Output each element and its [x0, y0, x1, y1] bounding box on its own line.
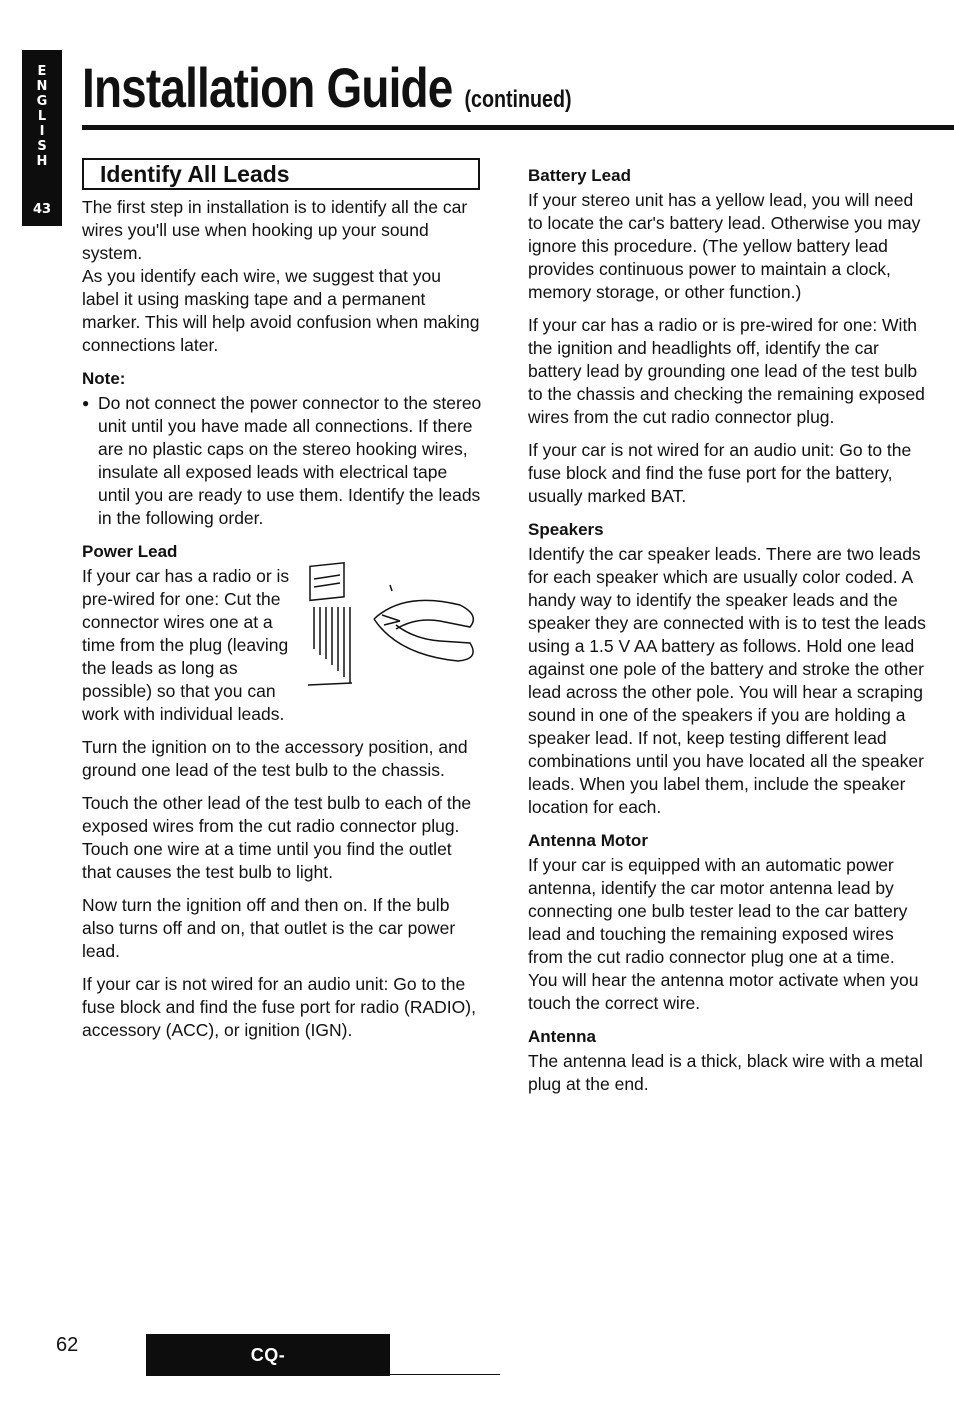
- section-title-box: [82, 158, 480, 190]
- body-paragraph: If your car is equipped with an automatic power antenna, identify the car motor antenna lead by connecting one bulb tester lead to the car battery lead and touching the remaining exposed wires from the cut radio connector plug one at a time. You will hear the antenna motor activate when you touch the correct wire.: [528, 855, 919, 1013]
- page-title-text: Installation Guide: [82, 56, 453, 119]
- language-letter: L: [37, 109, 47, 124]
- antenna-motor-heading: Antenna Motor: [528, 831, 648, 850]
- power-lead-text: If your car has a radio or is pre-wired for one: Cut the connector wires one at a time from the plug (leaving the leads as long as possible) so that you can work with individual leads.: [82, 566, 290, 724]
- language-letter: G: [36, 94, 48, 109]
- section-title-underline: [84, 188, 384, 190]
- language-letter: S: [37, 139, 47, 154]
- language-side-tab: [22, 50, 62, 226]
- body-paragraph: If your car is not wired for an audio unit: Go to the fuse block and find the fuse port for radio (RADIO), accessory (ACC), or ignition (IGN).: [82, 974, 476, 1040]
- body-paragraph: If your car has a radio or is pre-wired for one: With the ignition and headlights off, identify the car battery lead by grounding one lead of the test bulb to the chassis and checking the remaining exposed wires from the cut radio connector plug.: [528, 315, 925, 427]
- connector-cutter-illustration: [304, 559, 484, 699]
- right-column: [528, 158, 928, 1106]
- battery-lead-heading: Battery Lead: [528, 166, 631, 185]
- body-paragraph: Now turn the ignition off and then on. If the bulb also turns off and on, that outlet is the car power lead.: [82, 895, 456, 961]
- language-letter: E: [37, 64, 47, 79]
- page-title-continued: (continued): [464, 86, 572, 113]
- language-letter: I: [39, 124, 45, 139]
- body-paragraph: If your car is not wired for an audio unit: Go to the fuse block and find the fuse port for the battery, usually marked BAT.: [528, 440, 912, 506]
- language-label: [22, 50, 62, 169]
- speakers-heading: Speakers: [528, 520, 604, 539]
- section-title: Identify All Leads: [100, 161, 290, 187]
- left-column: [82, 196, 482, 1052]
- antenna-heading: Antenna: [528, 1027, 596, 1046]
- section-page-number: 43: [32, 202, 52, 217]
- body-paragraph: Identify the car speaker leads. There are two leads for each speaker which are usually color coded. A handy way to identify the speaker leads and the speaker they are connected with is to test the leads using a 1.5 V AA battery as follows. Hold one lead against one pole of the battery and stroke the other lead across the other pole. You will hear a scraping sound in one of the speakers if you are holding a speaker lead. If not, keep testing different lead combinations until you have located all the speaker leads. When you label them, include the speaker location for each.: [528, 544, 926, 817]
- model-number-badge: CQ-C8400/8300/8200/8100U: [146, 1334, 390, 1376]
- page-number: 62: [56, 1334, 79, 1356]
- intro-paragraph: The first step in installation is to identify all the car wires you'll use when hooking up your sound system.: [82, 197, 468, 263]
- note-heading: Note:: [82, 369, 126, 388]
- body-paragraph: Touch the other lead of the test bulb to each of the exposed wires from the cut radio connector plug. Touch one wire at a time until you find the outlet that causes the test bulb to light.: [82, 793, 472, 882]
- body-paragraph: Turn the ignition on to the accessory position, and ground one lead of the test bulb to the chassis.: [82, 737, 468, 780]
- title-rule: [82, 125, 954, 130]
- page-title: [82, 56, 572, 132]
- power-lead-heading: Power Lead: [82, 542, 178, 561]
- footer-rule: [380, 1374, 500, 1375]
- intro-paragraph: As you identify each wire, we suggest that you label it using masking tape and a permanent marker. This will help avoid confusion when making connections later.: [82, 266, 480, 355]
- note-list: [82, 392, 482, 530]
- language-letter: H: [36, 154, 48, 169]
- body-paragraph: The antenna lead is a thick, black wire with a metal plug at the end.: [528, 1051, 923, 1094]
- note-item: ● Do not connect the power connector to the stereo unit until you have made all connections. If there are no plastic caps on the stereo hooking wires, insulate all exposed leads with electrical tape until you are ready to use them. Identify the leads in the following order.: [82, 392, 482, 530]
- language-letter: N: [36, 79, 48, 94]
- power-lead-block: [82, 565, 482, 726]
- body-paragraph: If your stereo unit has a yellow lead, you will need to locate the car's battery lead. Otherwise you may ignore this procedure. (The yellow battery lead provides continuous power to maintain a clock, memory storage, or other function.): [528, 190, 921, 302]
